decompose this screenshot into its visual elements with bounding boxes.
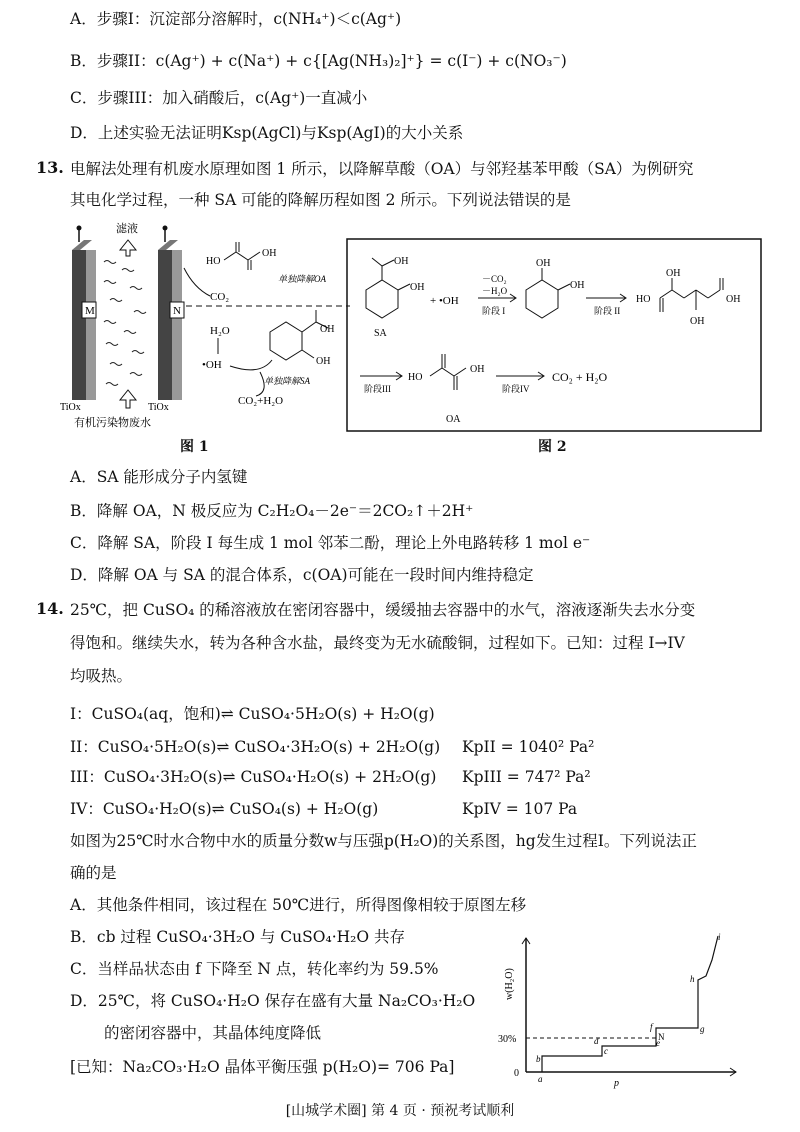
q12-option-a: A．步骤I：沉淀部分溶解时，c(NH₄⁺)＜c(Ag⁺) bbox=[70, 10, 402, 28]
step1-label: 阶段 I bbox=[482, 306, 506, 316]
q14-number: 14. bbox=[36, 599, 64, 618]
cat-oh1: OH bbox=[536, 258, 551, 269]
q14-desc-line2: 确的是 bbox=[70, 864, 117, 882]
q14-option-d-cont: 的密闭容器中，其晶体纯度降低 bbox=[104, 1024, 322, 1042]
minus-co2: －CO₂ bbox=[482, 274, 507, 284]
q14-stem-line1: 25℃，把 CuSO₄ 的稀溶液放在密闭容器中，缓缓抽去容器中的水气，溶液逐渐失去水分变 bbox=[70, 601, 696, 619]
sa-structure bbox=[366, 258, 410, 318]
q14-reaction-1: I：CuSO₄(aq，饱和)⇌ CuSO₄·5H₂O(s) + H₂O(g) bbox=[70, 705, 435, 723]
q14-note: [已知：Na₂CO₃·H₂O 晶体平衡压强 p(H₂O)= 706 Pa] bbox=[70, 1058, 455, 1076]
w-vs-p-curve bbox=[542, 936, 718, 1072]
point-b: b bbox=[536, 1054, 541, 1064]
sa-oh2: OH bbox=[316, 356, 331, 367]
q14-reaction-4: IV：CuSO₄·H₂O(s)⇌ CuSO₄(s) + H₂O(g) bbox=[70, 800, 379, 818]
electrode-m bbox=[72, 226, 96, 401]
sa-label: SA bbox=[374, 328, 387, 339]
oa-oh: OH bbox=[262, 248, 277, 259]
inflow-arrow-icon bbox=[120, 390, 136, 408]
co2-label: CO₂ bbox=[210, 291, 230, 303]
sa-structure-fig1 bbox=[270, 310, 328, 360]
electrode-n bbox=[158, 226, 184, 401]
co2-h2o-label: CO₂+H₂O bbox=[238, 395, 284, 407]
y-30-label: 30% bbox=[498, 1034, 517, 1045]
q14-stem-line3: 均吸热。 bbox=[70, 667, 133, 685]
oh-radical-label: •OH bbox=[202, 359, 222, 371]
q13-number: 13. bbox=[36, 158, 64, 177]
q14-graph bbox=[486, 930, 756, 1094]
electrode-n-label: N bbox=[173, 305, 181, 317]
point-h: h bbox=[690, 974, 695, 984]
q13-option-b: B．降解 OA，N 极反应为 C₂H₂O₄－2e⁻＝2CO₂↑＋2H⁺ bbox=[70, 502, 474, 520]
q13-option-d: D．降解 OA 与 SA 的混合体系，c(OA)可能在一段时间内维持稳定 bbox=[70, 566, 534, 584]
point-a: a bbox=[538, 1074, 543, 1084]
ta-ho: HO bbox=[636, 294, 651, 305]
step3-label: 阶段III bbox=[364, 384, 391, 394]
point-g: g bbox=[700, 1024, 705, 1034]
oa-label: OA bbox=[446, 414, 461, 425]
point-e: e bbox=[656, 1038, 660, 1048]
oa-structure bbox=[430, 354, 466, 390]
point-n: N bbox=[658, 1032, 665, 1042]
ta-oh2: OH bbox=[690, 316, 705, 327]
q14-stem-line2: 得饱和。继续失水，转为各种含水盐，最终变为无水硫酸铜，过程如下。已知：过程 I→IV bbox=[70, 634, 685, 652]
q14-reaction-3: III：CuSO₄·3H₂O(s)⇌ CuSO₄·H₂O(s) + 2H₂O(g) bbox=[70, 768, 437, 786]
point-c: c bbox=[604, 1046, 608, 1056]
q14-option-c: C．当样品状态由 f 下降至 N 点，转化率约为 59.5% bbox=[70, 960, 439, 978]
point-f: f bbox=[650, 1022, 653, 1032]
wastewater-label: 有机污染物废水 bbox=[74, 417, 151, 429]
figure-1-electrolysis bbox=[60, 222, 350, 436]
sa2-oh-side: OH bbox=[410, 282, 425, 293]
ta-oh3: OH bbox=[726, 294, 741, 305]
q14-option-d: D．25℃，将 CuSO₄·H₂O 保存在盛有大量 Na₂CO₃·H₂O bbox=[70, 992, 476, 1010]
q13-stem-line2: 其电化学过程，一种 SA 可能的降解历程如图 2 所示。下列说法错误的是 bbox=[70, 191, 571, 209]
page-footer: [山城学术圈] 第 4 页 · 预祝考试顺利 bbox=[285, 1103, 515, 1119]
q14-option-a: A．其他条件相同，该过程在 50℃进行，所得图像相较于原图左移 bbox=[70, 896, 527, 914]
q13-option-c: C．降解 SA，阶段 I 每生成 1 mol 邻苯二酚，理论上外电路转移 1 mol e⁻ bbox=[70, 534, 591, 552]
step4-label: 阶段IV bbox=[502, 384, 530, 394]
oa-ho: HO bbox=[206, 256, 221, 267]
label-degrade-oa: 单独降解OA bbox=[278, 274, 326, 284]
q14-option-b: B．cb 过程 CuSO₄·3H₂O 与 CuSO₄·H₂O 共存 bbox=[70, 928, 405, 946]
figure-1-caption: 图 1 bbox=[180, 439, 209, 455]
q14-k3: KpIII = 747² Pa² bbox=[462, 768, 591, 786]
oa-arrow bbox=[184, 268, 210, 296]
figure-2-border bbox=[347, 239, 761, 431]
origin-label: 0 bbox=[514, 1068, 519, 1079]
wastewater-waves bbox=[104, 261, 146, 386]
ta-oh1: OH bbox=[666, 268, 681, 279]
q14-reaction-2: II：CuSO₄·5H₂O(s)⇌ CuSO₄·3H₂O(s) + 2H₂O(g) bbox=[70, 738, 441, 756]
sa-oh1: OH bbox=[320, 324, 335, 335]
oa-ho2: HO bbox=[408, 372, 423, 383]
x-axis-label: p bbox=[614, 1078, 619, 1089]
point-d: d bbox=[594, 1036, 599, 1046]
q13-stem-line1: 电解法处理有机废水原理如图 1 所示，以降解草酸（OA）与邻羟基苯甲酸（SA）为例研究 bbox=[70, 160, 694, 178]
filtrate-arrow-icon bbox=[120, 240, 136, 256]
q12-option-b: B．步骤II：c(Ag⁺) + c(Na⁺) + c{[Ag(NH₃)₂]⁺} = c(I⁻) + c(NO₃⁻) bbox=[70, 52, 567, 70]
q14-desc-line1: 如图为25℃时水合物中水的质量分数w与压强p(H₂O)的关系图，hg发生过程I。下列说法正 bbox=[70, 832, 697, 850]
tartaric-acid-structure bbox=[660, 278, 723, 312]
sa2-oh-top: OH bbox=[394, 256, 409, 267]
q14-k2: KpII = 1040² Pa² bbox=[462, 738, 595, 756]
plus-oh-label: + •OH bbox=[430, 295, 459, 307]
cat-oh2: OH bbox=[570, 280, 585, 291]
minus-h2o: －H₂O bbox=[482, 286, 508, 296]
y-axis-label: w(H₂O) bbox=[504, 968, 515, 1000]
final-product: CO₂ + H₂O bbox=[552, 370, 608, 384]
q13-option-a: A．SA 能形成分子内氢键 bbox=[70, 468, 248, 486]
tio-left: TiOx bbox=[60, 402, 81, 413]
figure-2-caption: 图 2 bbox=[538, 439, 567, 455]
oa-oh2: OH bbox=[470, 364, 485, 375]
catechol-structure bbox=[526, 268, 570, 318]
filtrate-label: 滤液 bbox=[116, 223, 138, 235]
h2o-label: H₂O bbox=[210, 325, 230, 337]
electrode-m-label: M bbox=[85, 305, 95, 317]
tio-right: TiOx bbox=[148, 402, 169, 413]
sa-arrow bbox=[230, 360, 272, 370]
figure-2-pathway bbox=[346, 238, 764, 438]
q12-option-c: C．步骤III：加入硝酸后，c(Ag⁺)一直减小 bbox=[70, 89, 368, 107]
step2-label: 阶段 II bbox=[594, 306, 621, 316]
point-i: i bbox=[718, 932, 721, 942]
q12-option-d: D．上述实验无法证明Ksp(AgCl)与Ksp(AgI)的大小关系 bbox=[70, 124, 464, 142]
oxalic-acid-structure bbox=[224, 242, 260, 270]
label-degrade-sa: 单独降解SA bbox=[264, 376, 310, 386]
q14-k4: KpIV = 107 Pa bbox=[462, 800, 578, 818]
